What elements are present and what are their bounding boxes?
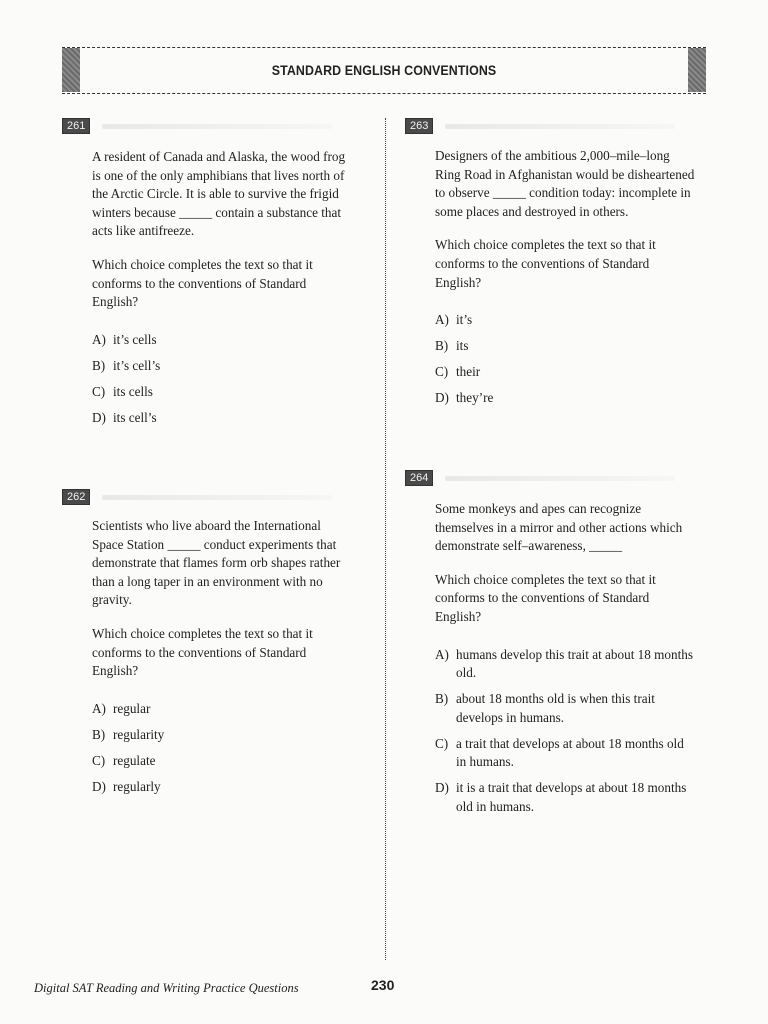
answer-choices — [435, 646, 695, 817]
question-header — [405, 118, 695, 134]
question-passage: Designers of the ambitious 2,000–mile–long Ring Road in Afghanistan would be disheartened to observe _____ condition today: incomplete in some places and destroyed in others. — [435, 148, 695, 219]
question-prompt: Which choice completes the text so that it conforms to the conventions of Standard English? — [435, 237, 656, 290]
question-prompt: Which choice completes the text so that it conforms to the conventions of Standard English? — [92, 625, 313, 679]
answer-choice[interactable] — [92, 700, 352, 719]
answer-choice[interactable] — [435, 779, 695, 816]
question-header-rule — [102, 495, 332, 500]
question-number: 262 — [62, 489, 90, 505]
question-261 — [62, 118, 352, 435]
question-header — [62, 118, 352, 134]
choice-letter: C) — [435, 364, 449, 380]
answer-choices — [92, 331, 352, 428]
answer-choice[interactable] — [435, 311, 695, 330]
answer-choice[interactable] — [92, 778, 352, 797]
choice-text: their — [456, 364, 481, 380]
question-number: 261 — [62, 118, 90, 134]
question-262 — [62, 489, 352, 804]
answer-choice[interactable] — [92, 409, 352, 428]
question-number: 264 — [405, 470, 433, 486]
banner-right-block — [688, 48, 706, 92]
choice-text: about 18 months old is when this trait develops in humans. — [456, 691, 655, 725]
choice-text: it is a trait that develops at about 18 months old in humans. — [456, 780, 687, 814]
answer-choice[interactable] — [435, 363, 695, 382]
choice-letter: B) — [435, 691, 449, 707]
choice-text: regularity — [113, 726, 165, 742]
choice-text: they’re — [456, 390, 494, 406]
banner-left-block — [62, 48, 80, 92]
footer-book-title: Digital SAT Reading and Writing Practice Questions — [34, 981, 299, 995]
question-header — [62, 489, 352, 505]
choice-text: it’s cell’s — [113, 357, 161, 373]
choice-letter: B) — [92, 357, 106, 373]
choice-text: a trait that develops at about 18 months old in humans. — [456, 735, 684, 770]
section-title: STANDARD ENGLISH CONVENTIONS — [271, 63, 497, 78]
answer-choices — [435, 311, 695, 408]
question-264 — [405, 470, 695, 824]
choice-text: regularly — [113, 778, 161, 794]
choice-text: it’s cells — [113, 331, 157, 347]
choice-text: it’s — [456, 312, 473, 328]
column-divider — [385, 118, 386, 960]
answer-choice[interactable] — [92, 357, 352, 376]
answer-choice[interactable] — [92, 331, 352, 350]
choice-text: its cells — [113, 383, 153, 399]
choice-letter: A) — [92, 700, 106, 716]
choice-letter: C) — [92, 383, 106, 399]
choice-letter: D) — [92, 778, 106, 794]
choice-letter: C) — [435, 735, 449, 751]
answer-choice[interactable] — [92, 726, 352, 745]
answer-choice[interactable] — [92, 383, 352, 402]
choice-letter: D) — [435, 390, 449, 406]
question-passage: Some monkeys and apes can recognize themselves in a mirror and other actions which demonstrate self–awareness, _____ — [435, 501, 683, 554]
question-263 — [405, 118, 695, 415]
choice-text: its cell’s — [113, 409, 157, 425]
choice-letter: A) — [435, 646, 449, 662]
banner-top-border — [62, 47, 706, 48]
question-number: 263 — [405, 118, 433, 134]
choice-letter: C) — [92, 752, 106, 768]
answer-choice[interactable] — [435, 337, 695, 356]
question-prompt: Which choice completes the text so that it conforms to the conventions of Standard English? — [435, 571, 656, 624]
choice-text: regular — [113, 700, 151, 716]
choice-letter: D) — [92, 409, 106, 425]
answer-choice[interactable] — [435, 646, 695, 683]
question-prompt: Which choice completes the text so that it conforms to the conventions of Standard English? — [92, 256, 313, 310]
question-header-rule — [445, 124, 675, 129]
answer-choices — [92, 700, 352, 797]
question-passage: Scientists who live aboard the International Space Station _____ conduct experiments that demonstrate that flames form orb shapes rather than a long taper in an environment with no gravity. — [92, 518, 341, 608]
choice-letter: A) — [92, 331, 106, 347]
choice-text: its — [456, 338, 469, 354]
choice-letter: B) — [435, 338, 449, 354]
answer-choice[interactable] — [435, 389, 695, 408]
question-header-rule — [102, 124, 332, 129]
question-header-rule — [445, 476, 675, 481]
question-header — [405, 470, 695, 486]
choice-letter: B) — [92, 726, 106, 742]
choice-letter: D) — [435, 780, 449, 796]
choice-text: humans develop this trait at about 18 months old. — [456, 646, 693, 681]
page-number: 230 — [371, 977, 395, 993]
answer-choice[interactable] — [92, 752, 352, 771]
banner-bottom-border — [62, 93, 706, 94]
question-passage: A resident of Canada and Alaska, the wood frog is one of the only amphibians that lives north of the Arctic Circle. It is able to survive the frigid winters because _____ contain a substance that acts like antifreeze. — [92, 149, 346, 239]
choice-text: regulate — [113, 752, 156, 768]
answer-choice[interactable] — [435, 690, 695, 727]
choice-letter: A) — [435, 312, 449, 328]
section-banner — [62, 47, 706, 95]
answer-choice[interactable] — [435, 735, 695, 772]
